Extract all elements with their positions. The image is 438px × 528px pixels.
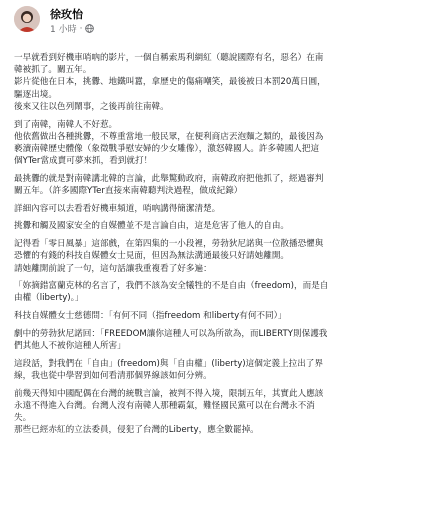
post-paragraph bbox=[14, 388, 422, 437]
post-text-line: 韓被抓了。關五年。 bbox=[14, 65, 92, 76]
post-paragraph bbox=[14, 173, 422, 197]
post-text-line: 挑釁和觸及國家安全的自媒體並不是言論自由，這是危害了他人的自由。 bbox=[14, 221, 290, 232]
post-text-line: 個YTer當成賣可夢來抓，看到就打！ bbox=[14, 156, 153, 167]
post-text-line: 褻瀆南韓歷史體像（象徵戰爭慰安婦的少女雕像），激怒韓國人。許多韓國人把這 bbox=[14, 143, 320, 154]
post-text-line: 失。 bbox=[14, 413, 32, 424]
post-meta bbox=[50, 22, 94, 35]
post-text-line: 驅逐出境。 bbox=[14, 89, 57, 100]
post-text-line: 後來又往以色列鬧事，之後再前往南韓。 bbox=[14, 101, 169, 112]
post-paragraph bbox=[14, 220, 422, 232]
post-header bbox=[0, 0, 438, 40]
post-paragraph bbox=[14, 328, 422, 352]
post-text-line: 詳細內容可以去看看好機車頻道，哨吶講得簡潔清楚。 bbox=[14, 203, 221, 214]
post-text-line: 這段話，對我們在「自由」(freedom)與「自由權」(liberty)這個定義上拉出了界 bbox=[14, 358, 323, 369]
post-text-line: 科技自媒體女士慈德問：「有何不同（指freedom 和liberty有何不同）」 bbox=[14, 311, 287, 322]
post-text-line: 們其他人不被你這種人所害」 bbox=[14, 341, 126, 352]
post-paragraph bbox=[14, 203, 422, 215]
post-text-line: 恐懼的有錢的科技自媒體女士見面，但因為無法溝通最後只好請她離開。 bbox=[14, 251, 290, 262]
post-text-line: 永遠不得進入台灣。台灣人沒有南韓人那種霸氣，難怪國民黨可以在台灣永不消 bbox=[14, 400, 315, 411]
post-text-line: 他依舊做出各種挑釁，不尊重當地一般民眾，在便利商店丟泡麵之類的，最後因為 bbox=[14, 131, 324, 142]
post-text-line: 前幾天得知中國配偶在台灣的統戰言論，被判不得入境，限制五年，其實此人應該 bbox=[14, 388, 324, 399]
post-text-line: 線，我也從中學習到如何看清那個界線該如何分辨。 bbox=[14, 370, 212, 381]
post-time[interactable]: 1 小時 bbox=[50, 25, 77, 35]
author-name[interactable]: 徐玫怡 bbox=[50, 8, 83, 21]
post-text-line: 由權（liberty)。」 bbox=[14, 293, 84, 304]
post-paragraph bbox=[14, 52, 422, 113]
post-text-line: 到了南韓，南韓人不好惹。 bbox=[14, 119, 118, 130]
post-paragraph bbox=[14, 310, 422, 322]
post-text-line: 關五年。（許多國際YTer直接來南韓聽判決過程，做成紀錄） bbox=[14, 186, 243, 197]
meta-separator: · bbox=[79, 23, 83, 34]
post-paragraph bbox=[14, 238, 422, 275]
globe-icon bbox=[85, 24, 94, 33]
post-text-line: 一早就看到好機車哨吶的影片，一個自稱索馬利網紅（聽說國際有名，惡名）在南 bbox=[14, 53, 324, 63]
post-text-line: 那些已經赤紅的立法委員，侵犯了台灣的Liberty，應全數罷掉。 bbox=[14, 425, 259, 436]
avatar[interactable] bbox=[14, 6, 40, 32]
post-paragraph bbox=[14, 119, 422, 168]
post-paragraph bbox=[14, 358, 422, 382]
post-text-line: 最挑釁的就是對南韓講北韓的言論，此舉驚動政府，南韓政府把他抓了，經過審判 bbox=[14, 173, 324, 184]
post-text-line: 影片從他在日本，挑釁、地鐵叫囂，拿歷史的傷痛嘲笑，最後被日本罰20萬日圓， bbox=[14, 77, 326, 88]
post-text-line: 記得看「零日風暴」這部戲，在第四集的一小段裡，勞勃狄尼諾與一位散播恐懼與 bbox=[14, 239, 324, 250]
post-text-line: 劇中的勞勃狄尼諾回：「FREEDOM讓你這種人可以為所欲為，而LIBERTY則保護我 bbox=[14, 328, 328, 339]
post-text-line: 「妳摘錯富蘭克林的名言了，我們不該為安全犧牲的不是自由（freedom)，而是自 bbox=[14, 281, 329, 292]
post-text-line: 請她離開前說了一句，這句話讓我重複看了好多遍： bbox=[14, 263, 212, 274]
post-body bbox=[14, 52, 422, 442]
post-paragraph bbox=[14, 280, 422, 304]
